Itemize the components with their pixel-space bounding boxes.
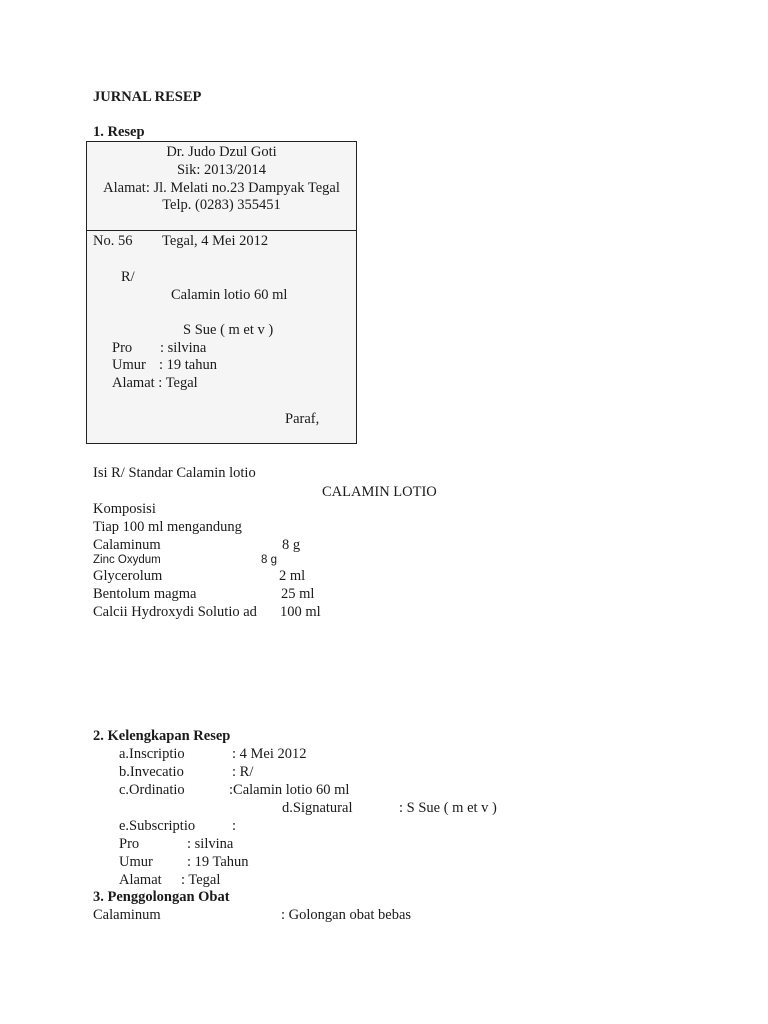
sub-umur-label: Umur xyxy=(119,854,153,870)
inscriptio-label: a.Inscriptio xyxy=(119,746,185,762)
signatural-value: : S Sue ( m et v ) xyxy=(399,800,497,816)
invecatio-label: b.Invecatio xyxy=(119,764,184,780)
sub-pro-value: : silvina xyxy=(187,836,234,852)
section-penggolongan-heading: 3. Penggolongan Obat xyxy=(93,889,230,905)
ingredient-name: Zinc Oxydum xyxy=(93,554,161,566)
ingredient-amount: 2 ml xyxy=(279,568,306,584)
signatural-label: d.Signatural xyxy=(282,800,353,816)
prescription-divider xyxy=(86,230,357,231)
tiap-label: Tiap 100 ml mengandung xyxy=(93,519,242,535)
patient-address: Alamat : Tegal xyxy=(112,375,198,391)
ingredient-name: Glycerolum xyxy=(93,568,163,584)
ingredient-name: Calaminum xyxy=(93,537,161,553)
subscriptio-label: e.Subscriptio xyxy=(119,818,196,834)
doctor-address: Alamat: Jl. Melati no.23 Dampyak Tegal xyxy=(103,180,340,196)
subscriptio-value: : xyxy=(232,818,237,834)
doctor-name: Dr. Judo Dzul Goti xyxy=(166,144,277,160)
section-kelengkapan-heading: 2. Kelengkapan Resep xyxy=(93,728,231,744)
patient-pro-value: : silvina xyxy=(160,340,207,356)
komposisi-label: Komposisi xyxy=(93,501,156,517)
ordinatio-value: :Calamin lotio 60 ml xyxy=(229,782,350,798)
calamin-heading: CALAMIN LOTIO xyxy=(322,484,437,500)
doctor-phone: Telp. (0283) 355451 xyxy=(162,197,281,213)
ordinatio-label: c.Ordinatio xyxy=(119,782,185,798)
page-title: JURNAL RESEP xyxy=(93,89,202,105)
sub-alamat-value: : Tegal xyxy=(181,872,221,888)
penggolongan-class: : Golongan obat bebas xyxy=(281,907,412,923)
ingredient-amount: 8 g xyxy=(282,537,301,553)
ingredient-name: Bentolum magma xyxy=(93,586,197,602)
prescribed-drug: Calamin lotio 60 ml xyxy=(171,287,288,303)
signa: S Sue ( m et v ) xyxy=(183,322,274,338)
penggolongan-drug: Calaminum xyxy=(93,907,161,923)
ingredient-amount: 100 ml xyxy=(280,604,321,620)
doctor-sik: Sik: 2013/2014 xyxy=(176,162,267,178)
sub-alamat-label: Alamat xyxy=(119,872,162,888)
ingredient-amount: 25 ml xyxy=(281,586,315,602)
invecatio-value: : R/ xyxy=(232,764,254,780)
patient-umur-label: Umur xyxy=(112,357,146,373)
prescription-date: Tegal, 4 Mei 2012 xyxy=(162,233,269,249)
ingredient-name: Calcii Hydroxydi Solutio ad xyxy=(93,604,257,620)
recipe-symbol: R/ xyxy=(121,269,135,285)
ingredient-amount: 8 g xyxy=(261,554,277,566)
section-resep-heading: 1. Resep xyxy=(93,124,145,140)
inscriptio-value: : 4 Mei 2012 xyxy=(232,746,307,762)
sub-umur-value: : 19 Tahun xyxy=(187,854,249,870)
paraf: Paraf, xyxy=(285,411,320,427)
isi-intro: Isi R/ Standar Calamin lotio xyxy=(93,465,256,481)
prescription-number: No. 56 xyxy=(93,233,133,249)
sub-pro-label: Pro xyxy=(119,836,140,852)
patient-pro-label: Pro xyxy=(112,340,133,356)
patient-umur-value: : 19 tahun xyxy=(159,357,217,373)
